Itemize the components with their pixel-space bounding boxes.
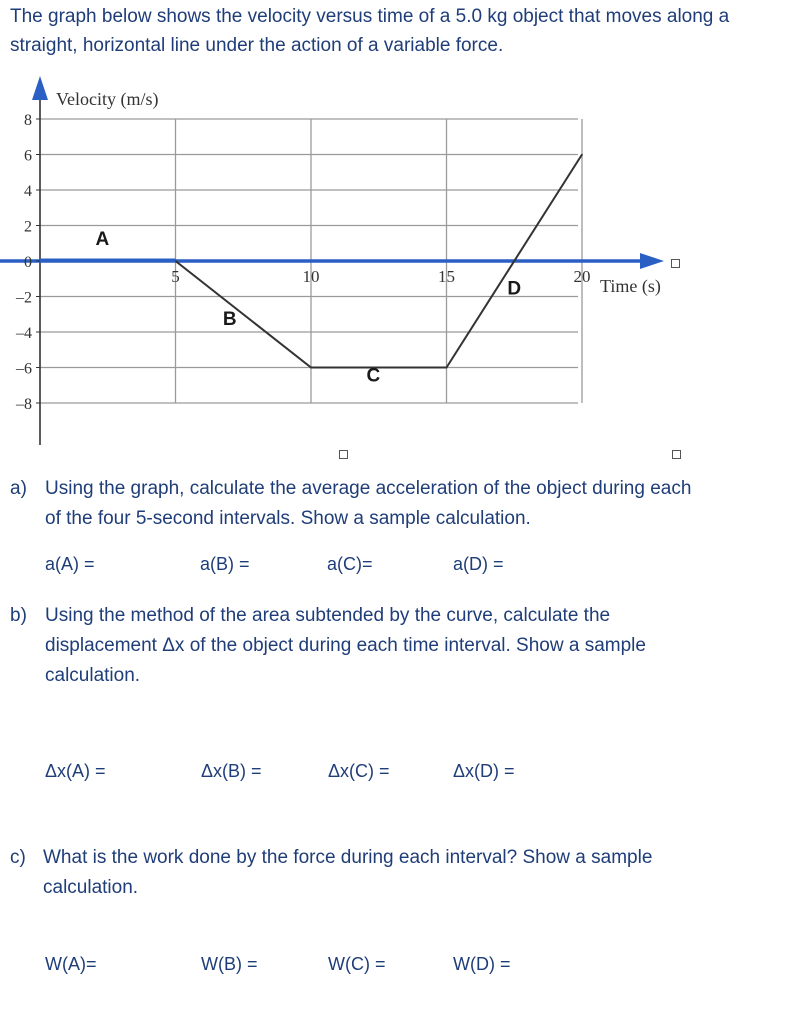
question-b-line-1: Using the method of the area subtended by the curve, calculate the [45, 605, 611, 626]
velocity-time-graph [0, 70, 800, 450]
answer-c-B: W(B) = [201, 954, 258, 974]
answer-a-C: a(C)= [327, 554, 373, 574]
question-a-line-1: Using the graph, calculate the average acceleration of the object during each [45, 478, 692, 499]
checkbox-graph-bottom-center[interactable] [339, 450, 348, 459]
interval-label-A: A [95, 229, 110, 251]
data-point [446, 367, 448, 369]
y-tick-label: –6 [16, 360, 32, 378]
answer-a-B: a(B) = [200, 554, 250, 574]
answer-c-D: W(D) = [453, 954, 511, 974]
y-tick-label: –2 [16, 289, 32, 307]
x-tick-label: 15 [438, 267, 455, 286]
answer-a-D: a(D) = [453, 554, 504, 574]
y-axis-arrow [32, 76, 48, 100]
y-tick-label: 2 [24, 218, 32, 236]
question-c-line-1: What is the work done by the force during each interval? Show a sample [43, 847, 653, 868]
checkbox-graph-bottom-right[interactable] [672, 450, 681, 459]
y-tick-label: 0 [24, 254, 32, 271]
answer-b-A: Δx(A) = [45, 761, 106, 781]
question-b [10, 601, 790, 693]
answer-c-C: W(C) = [328, 954, 386, 974]
answer-b-C: Δx(C) = [328, 761, 390, 781]
answer-c-A: W(A)= [45, 954, 97, 974]
x-axis-label: Time (s) [600, 276, 661, 296]
x-axis-arrow [640, 253, 664, 269]
answer-b-B: Δx(B) = [201, 761, 262, 781]
question-a-line-2: of the four 5-second intervals. Show a sample calculation. [45, 508, 531, 529]
annotations [95, 229, 521, 387]
question-a [10, 474, 790, 536]
question-c-line-2: calculation. [43, 877, 139, 898]
y-tick-label: 4 [24, 183, 32, 200]
question-b-letter: b) [10, 605, 27, 626]
x-tick-label: 20 [573, 267, 591, 286]
y-tick-label: 8 [24, 112, 32, 129]
x-tick-label: 5 [171, 267, 180, 286]
checkbox-graph-top-right[interactable] [671, 259, 680, 268]
y-tick-label: 6 [24, 147, 32, 165]
interval-label-B: B [222, 308, 237, 330]
x-tick-label: 10 [302, 267, 320, 286]
answer-b-D: Δx(D) = [453, 761, 515, 781]
interval-label-C: C [366, 365, 381, 387]
data-point [310, 367, 312, 369]
question-a-letter: a) [10, 478, 27, 499]
y-tick-label: –4 [16, 325, 32, 342]
y-tick-label: –8 [16, 396, 32, 413]
question-c-letter: c) [10, 847, 26, 868]
interval-label-D: D [507, 278, 522, 300]
question-b-line-3: calculation. [45, 665, 141, 686]
data-point [581, 154, 583, 156]
answer-a-A: a(A) = [45, 554, 95, 574]
intro-text: The graph below shows the velocity versus time of a 5.0 kg object that moves along a straight, horizontal line under the action of a variable force. [10, 6, 730, 56]
question-c [10, 843, 790, 905]
y-axis-label: Velocity (m/s) [56, 89, 159, 109]
question-b-line-2: displacement Δx of the object during each time interval. Show a sample [45, 635, 646, 656]
